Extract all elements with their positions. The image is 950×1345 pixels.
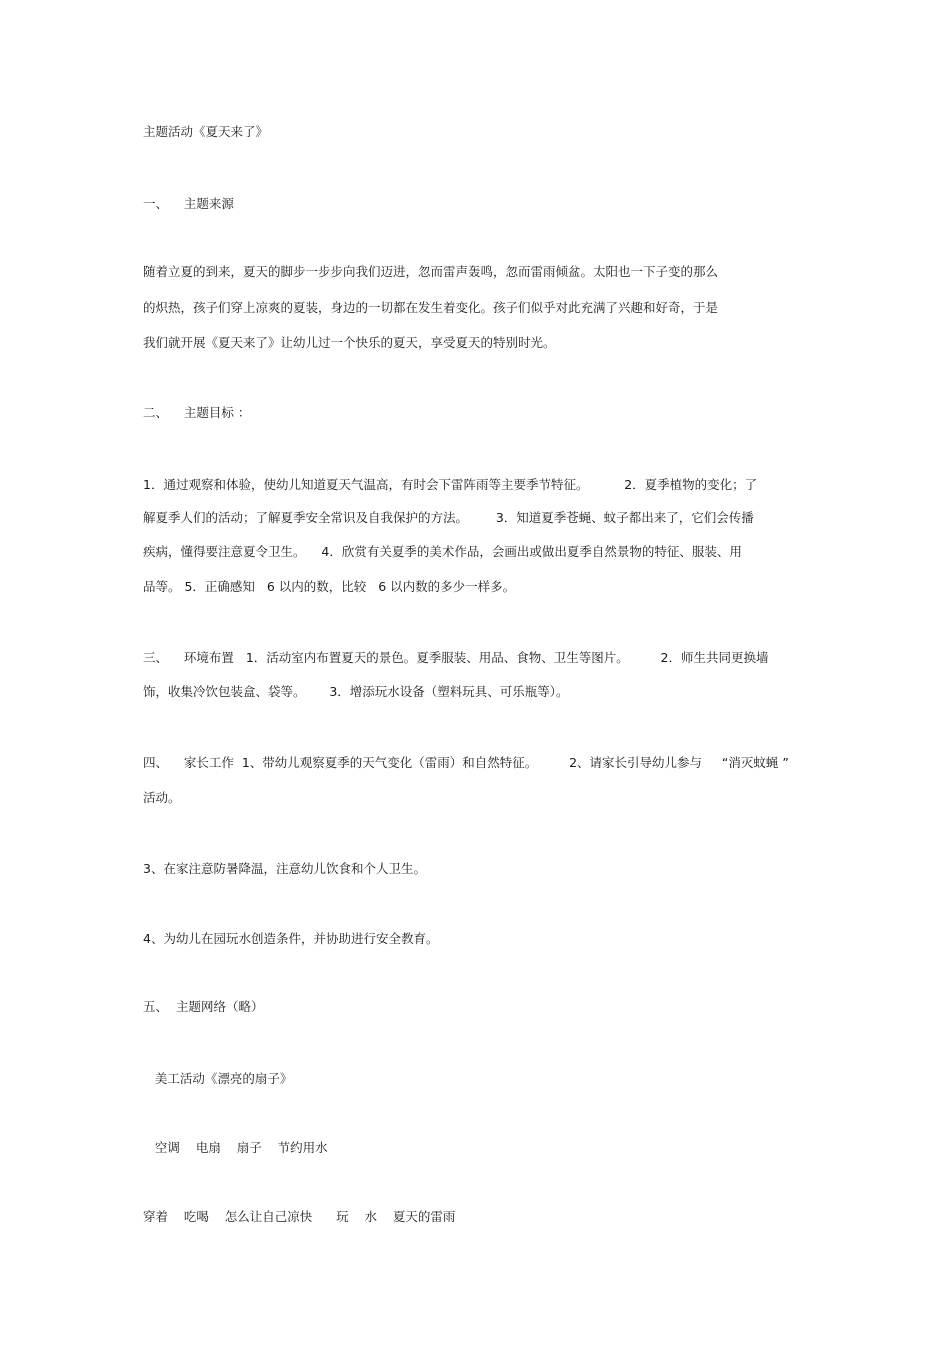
section-5-heading: 五、 主题网络（略）: [143, 999, 264, 1014]
section-1-line: 随着立夏的到来，夏天的脚步一步步向我们迈进，忽而雷声轰鸣，忽而雷雨倾盆。太阳也一下子变的那么: [143, 264, 719, 279]
section-2-heading: 二、 主题目标 ：: [143, 405, 251, 420]
network-line: 穿着 吃喝 怎么让自己凉快 玩 水 夏天的雷雨: [143, 1209, 456, 1224]
section-1-line: 我们就开展《夏天来了》让幼儿过一个快乐的夏天，享受夏天的特别时光。: [143, 335, 556, 350]
section-2-line: 解夏季人们的活动；了解夏季安全常识及自我保护的方法。 3．知道夏季苍蝇、蚊子都出来了，它们会传播: [143, 510, 754, 525]
section-2-line: 疾病，懂得要注意夏令卫生。 4．欣赏有关夏季的美术作品，会画出或做出夏季自然景物的特征、服装、用: [143, 544, 742, 559]
section-3-line: 三、 环境布置 1．活动室内布置夏天的景色。夏季服装、用品、食物、卫生等图片。 2．师生共同更换墙: [143, 650, 769, 665]
section-4-line: 活动。: [143, 790, 181, 805]
document-title: 主题活动《夏天来了》: [143, 124, 269, 139]
section-4-item-3: 3、在家注意防暑降温，注意幼儿饮食和个人卫生。: [143, 861, 426, 876]
section-4-line: 四、 家长工作 1、带幼儿观察夏季的天气变化（雷雨）和自然特征。 2、请家长引导幼儿参与 “消灭蚊蝇 ”: [143, 755, 789, 770]
network-line: 空调 电扇 扇子 节约用水: [143, 1140, 328, 1155]
section-1-line: 的炽热，孩子们穿上凉爽的夏装，身边的一切都在发生着变化。孩子们似乎对此充满了兴趣和好奇，于是: [143, 300, 719, 315]
section-4-item-4: 4、为幼儿在园玩水创造条件，并协助进行安全教育。: [143, 931, 439, 946]
section-1-heading: 一、 主题来源: [143, 196, 234, 211]
section-3-line: 饰，收集冷饮包装盒、袋等。 3．增添玩水设备（塑料玩具、可乐瓶等）。: [143, 684, 569, 699]
network-line: 美工活动《漂亮的扇子》: [143, 1071, 293, 1086]
section-2-line: 品等。 5．正确感知 6 以内的数，比较 6 以内数的多少一样多。: [143, 579, 516, 594]
section-2-line: 1．通过观察和体验，使幼儿知道夏天气温高，有时会下雷阵雨等主要季节特征。 2．夏季植物的变化；了: [143, 477, 758, 492]
